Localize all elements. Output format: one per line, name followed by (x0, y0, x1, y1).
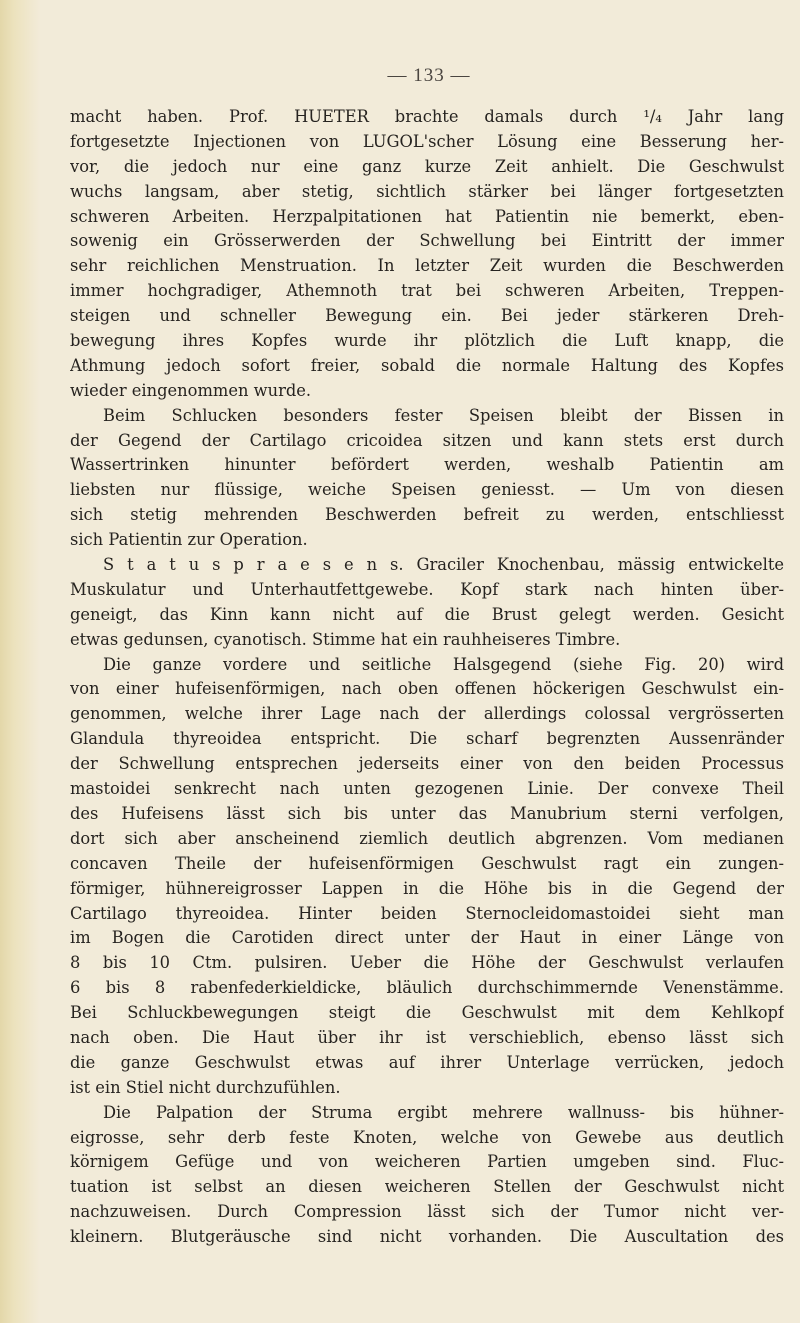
text-line: etwas gedunsen, cyanotisch. Stimme hat ein rauhheiseres Timbre. (70, 629, 621, 649)
text-line: vor, die jedoch nur eine ganz kurze Zeit anhielt. Die Geschwulst (70, 156, 784, 176)
text-line: wieder eingenommen wurde. (70, 380, 312, 400)
text-line: im Bogen die Carotiden direct unter der Haut in einer Länge von (70, 928, 784, 948)
text-line: Athmung jedoch sofort freier, sobald die normale Haltung des Kopfes (70, 355, 784, 375)
text-line: Glandula thyreoidea entspricht. Die scharf begrenzten Aussenränder (70, 729, 784, 749)
text-line: Die ganze vordere und seitliche Halsgegend (siehe Fig. 20) wird (103, 654, 784, 674)
text-line: kleinern. Blutgeräusche sind nicht vorhanden. Die Auscultation des (70, 1227, 784, 1247)
text-line: steigen und schneller Bewegung ein. Bei jeder stärkeren Dreh- (70, 306, 784, 326)
body-text (70, 105, 784, 1250)
text-line: körnigem Gefüge und von weicheren Partien umgeben sind. Fluc- (70, 1152, 784, 1172)
text-line: Die Palpation der Struma ergibt mehrere wallnuss- bis hühner- (103, 1102, 784, 1122)
text-line: liebsten nur flüssige, weiche Speisen geniesst. — Um von diesen (70, 480, 784, 500)
text-line: S t a t u s p r a e s e n s. Graciler Knochenbau, mässig entwickelte (103, 555, 784, 575)
text-line: nachzuweisen. Durch Compression lässt sich der Tumor nicht ver- (70, 1202, 784, 1222)
text-line: nach oben. Die Haut über ihr ist verschieblich, ebenso lässt sich (70, 1027, 784, 1047)
text-line: sich Patientin zur Operation. (70, 530, 308, 550)
page-number: — 133 — (387, 65, 471, 86)
text-line: schweren Arbeiten. Herzpalpitationen hat Patientin nie bemerkt, eben- (70, 206, 784, 226)
text-line: dort sich aber anscheinend ziemlich deutlich abgrenzen. Vom medianen (70, 828, 784, 848)
text-line: sich stetig mehrenden Beschwerden befreit zu werden, entschliesst (70, 505, 784, 525)
text-line: ist ein Stiel nicht durchzufühlen. (70, 1077, 341, 1097)
text-line: der Schwellung entsprechen jederseits einer von den beiden Processus (70, 754, 784, 774)
book-page (70, 0, 788, 1323)
text-line: des Hufeisens lässt sich bis unter das Manubrium sterni verfolgen, (70, 803, 784, 823)
text-line: Wassertrinken hinunter befördert werden, weshalb Patientin am (70, 455, 784, 475)
text-line: geneigt, das Kinn kann nicht auf die Brust gelegt werden. Gesicht (70, 604, 784, 624)
text-line: Cartilago thyreoidea. Hinter beiden Sternocleidomastoidei sieht man (70, 903, 784, 923)
text-line: Muskulatur und Unterhautfettgewebe. Kopf stark nach hinten über- (70, 579, 784, 599)
text-line: 8 bis 10 Ctm. pulsiren. Ueber die Höhe der Geschwulst verlaufen (70, 953, 784, 973)
text-line: macht haben. Prof. HUETER brachte damals durch ¹/₄ Jahr lang (70, 107, 784, 126)
text-line: sehr reichlichen Menstruation. In letzter Zeit wurden die Beschwerden (70, 256, 784, 276)
text-line: 6 bis 8 rabenfederkieldicke, bläulich durchschimmernde Venenstämme. (70, 978, 784, 998)
text-line: tuation ist selbst an diesen weicheren Stellen der Geschwulst nicht (70, 1177, 784, 1197)
text-line: genommen, welche ihrer Lage nach der allerdings colossal vergrösserten (70, 704, 784, 724)
text-line: concaven Theile der hufeisenförmigen Geschwulst ragt ein zungen- (70, 853, 784, 873)
text-line: wuchs langsam, aber stetig, sichtlich stärker bei länger fortgesetzten (70, 181, 784, 201)
text-line: die ganze Geschwulst etwas auf ihrer Unterlage verrücken, jedoch (70, 1052, 784, 1072)
page-gutter-shadow (0, 0, 40, 1323)
text-line: bewegung ihres Kopfes wurde ihr plötzlich die Luft knapp, die (70, 331, 784, 351)
text-line: von einer hufeisenförmigen, nach oben offenen höckerigen Geschwulst ein- (70, 679, 784, 699)
text-line: sowenig ein Grösserwerden der Schwellung bei Eintritt der immer (70, 231, 784, 251)
text-line: mastoidei senkrecht nach unten gezogenen Linie. Der convexe Theil (70, 779, 784, 799)
text-line: förmiger, hühnereigrosser Lappen in die Höhe bis in die Gegend der (70, 878, 784, 898)
text-line: fortgesetzte Injectionen von LUGOL'scher Lösung eine Besserung her- (70, 131, 784, 151)
text-line: der Gegend der Cartilago cricoidea sitzen und kann stets erst durch (70, 430, 784, 450)
text-line: Bei Schluckbewegungen steigt die Geschwulst mit dem Kehlkopf (70, 1003, 784, 1023)
text-line: eigrosse, sehr derb feste Knoten, welche von Gewebe aus deutlich (70, 1127, 784, 1147)
text-line: immer hochgradiger, Athemnoth trat bei schweren Arbeiten, Treppen- (70, 281, 784, 301)
text-line: Beim Schlucken besonders fester Speisen bleibt der Bissen in (103, 405, 784, 425)
